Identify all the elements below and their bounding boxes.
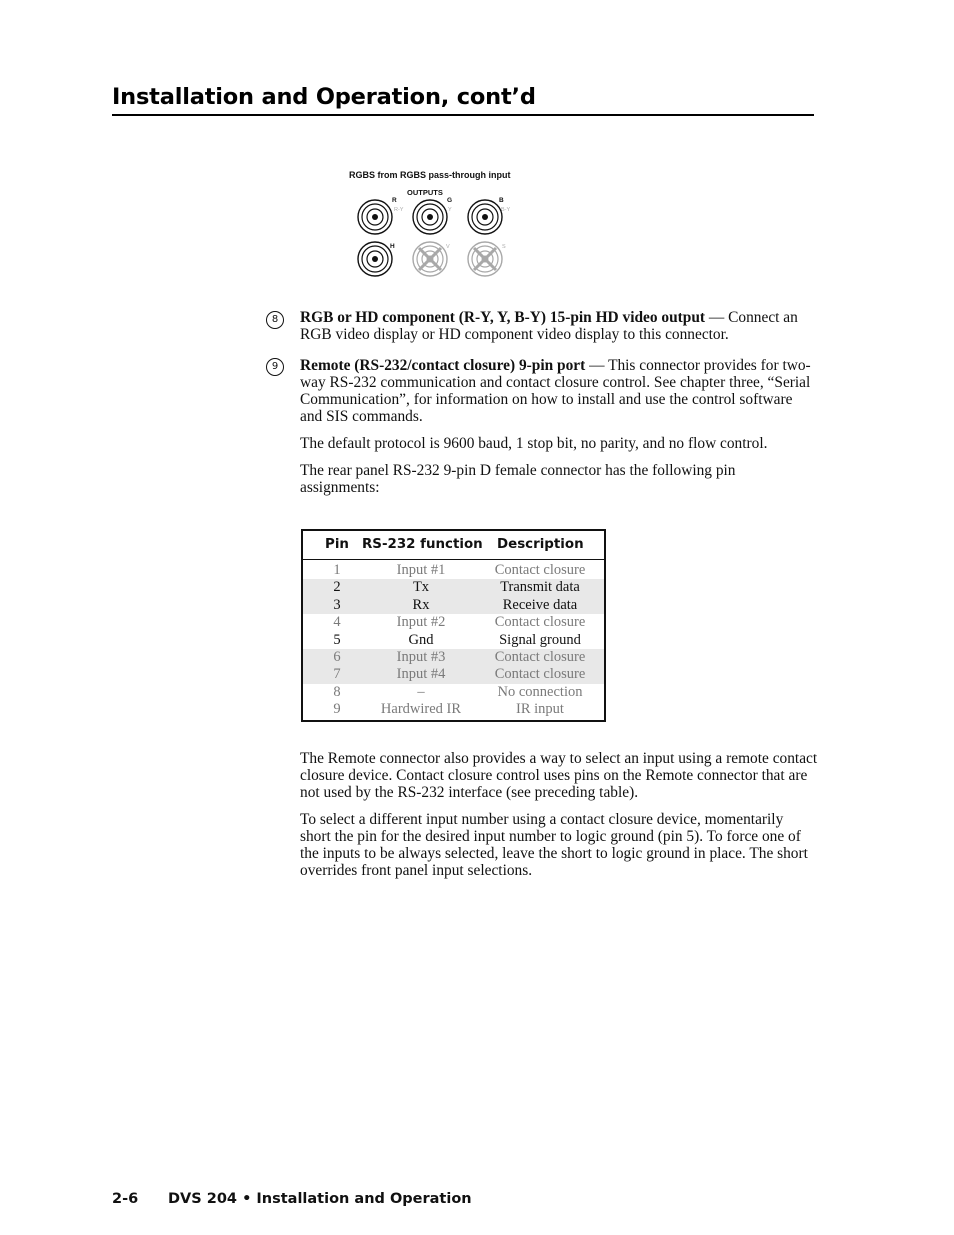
title-rule — [112, 114, 814, 116]
paragraph-remote: The Remote connector also provides a way to select an input using a remote contact closure device. Contact closure control uses pins on the Remote connector that are not used by the RS-232 interface (see preceding table). — [300, 750, 818, 801]
item-number-badge: 9 — [266, 358, 284, 376]
cell-description: Contact closure — [494, 562, 586, 578]
cell-description: Contact closure — [494, 614, 586, 631]
bnc-s-connector — [468, 242, 502, 276]
bnc-r-connector — [358, 200, 392, 234]
label-b: B — [499, 197, 504, 204]
cell-pin: 2 — [333, 579, 341, 596]
item-dash: — — [705, 309, 729, 326]
label-y: Y — [448, 207, 452, 213]
footer-text: DVS 204 • Installation and Operation — [168, 1191, 472, 1207]
page-title: Installation and Operation, cont’d — [112, 84, 536, 110]
cell-description: Contact closure — [494, 666, 586, 683]
table-header — [303, 531, 604, 560]
cell-pin: 4 — [333, 614, 341, 631]
page-footer — [112, 1191, 472, 1207]
paragraph-select: To select a different input number using a contact closure device, momentarily short the pin for the desired input number to logic ground (pin 5). To force one of the inputs to be always selected, leave the short to logic ground in place. The short overrides front panel input selections. — [300, 811, 808, 879]
table-row — [303, 684, 604, 701]
page-number: 2-6 — [112, 1191, 139, 1207]
table-row — [303, 666, 604, 683]
figure-caption: RGBS from RGBS pass-through input — [349, 170, 511, 180]
outputs-label: OUTPUTS — [407, 188, 443, 197]
table-row — [303, 649, 604, 666]
table-row — [303, 579, 604, 596]
cell-function: Rx — [412, 596, 430, 613]
cell-pin: 7 — [333, 666, 341, 683]
cell-pin: 3 — [333, 596, 341, 613]
label-r-y: R-Y — [394, 207, 404, 213]
cell-function: Tx — [412, 579, 430, 596]
paragraph-protocol: The default protocol is 9600 baud, 1 stop bit, no parity, and no flow control. — [300, 435, 768, 452]
cell-function: Input #3 — [396, 649, 446, 665]
cell-description: Receive data — [502, 596, 578, 613]
table-row — [303, 701, 604, 718]
item-heading: RGB or HD component (R-Y, Y, B-Y) 15-pin HD video output — [300, 309, 706, 326]
label-b-y: B-Y — [501, 207, 511, 213]
cell-pin: 9 — [333, 701, 341, 718]
label-s: S — [502, 244, 506, 250]
cell-pin: 1 — [333, 562, 341, 578]
cell-function: Input #2 — [396, 614, 446, 631]
pin-assignment-table — [301, 529, 606, 722]
item-remote-port — [300, 357, 815, 425]
header-description: Description — [497, 537, 584, 552]
label-g: G — [447, 197, 453, 204]
item-dash: — — [585, 357, 609, 374]
cell-description: Signal ground — [499, 631, 581, 648]
cell-description: Transmit data — [500, 579, 580, 596]
label-r: R — [392, 197, 397, 204]
table-row — [303, 562, 604, 579]
bnc-g-connector — [413, 200, 447, 234]
cell-function: Gnd — [408, 631, 434, 648]
connector-figure — [340, 166, 560, 286]
table-row — [303, 614, 604, 631]
cell-pin: 6 — [333, 649, 341, 665]
bnc-v-connector — [413, 242, 447, 276]
cell-pin: 5 — [333, 631, 341, 648]
cell-description: Contact closure — [494, 649, 586, 665]
table-row — [303, 597, 604, 614]
bnc-b-connector — [468, 200, 502, 234]
cell-function: Input #1 — [396, 562, 446, 578]
cell-description: No connection — [497, 683, 583, 700]
header-pin: Pin — [325, 537, 349, 552]
cell-pin: 8 — [333, 683, 341, 700]
item-body: Connect an RGB video display or HD component video display to this connector. — [300, 309, 798, 343]
paragraph-pin-intro: The rear panel RS-232 9-pin D female connector has the following pin assignments: — [300, 462, 736, 496]
item-number-badge: 8 — [266, 311, 284, 329]
item-body: This connector provides for two-way RS-232 communication and contact closure control. See chapter three, “Serial Communication”, for information on how to install and use the control software and SIS commands. — [300, 357, 811, 425]
cell-function: – — [417, 683, 425, 700]
cell-function: Hardwired IR — [380, 701, 462, 718]
table-row — [303, 632, 604, 649]
header-function: RS-232 function — [362, 537, 483, 552]
cell-function: Input #4 — [396, 666, 446, 683]
bnc-h-connector — [358, 242, 392, 276]
item-heading: Remote (RS-232/contact closure) 9-pin port — [300, 357, 586, 374]
item-rgb-output — [300, 309, 815, 343]
cell-description: IR input — [516, 701, 564, 718]
label-h: H — [390, 243, 395, 250]
label-v: V — [446, 244, 450, 250]
